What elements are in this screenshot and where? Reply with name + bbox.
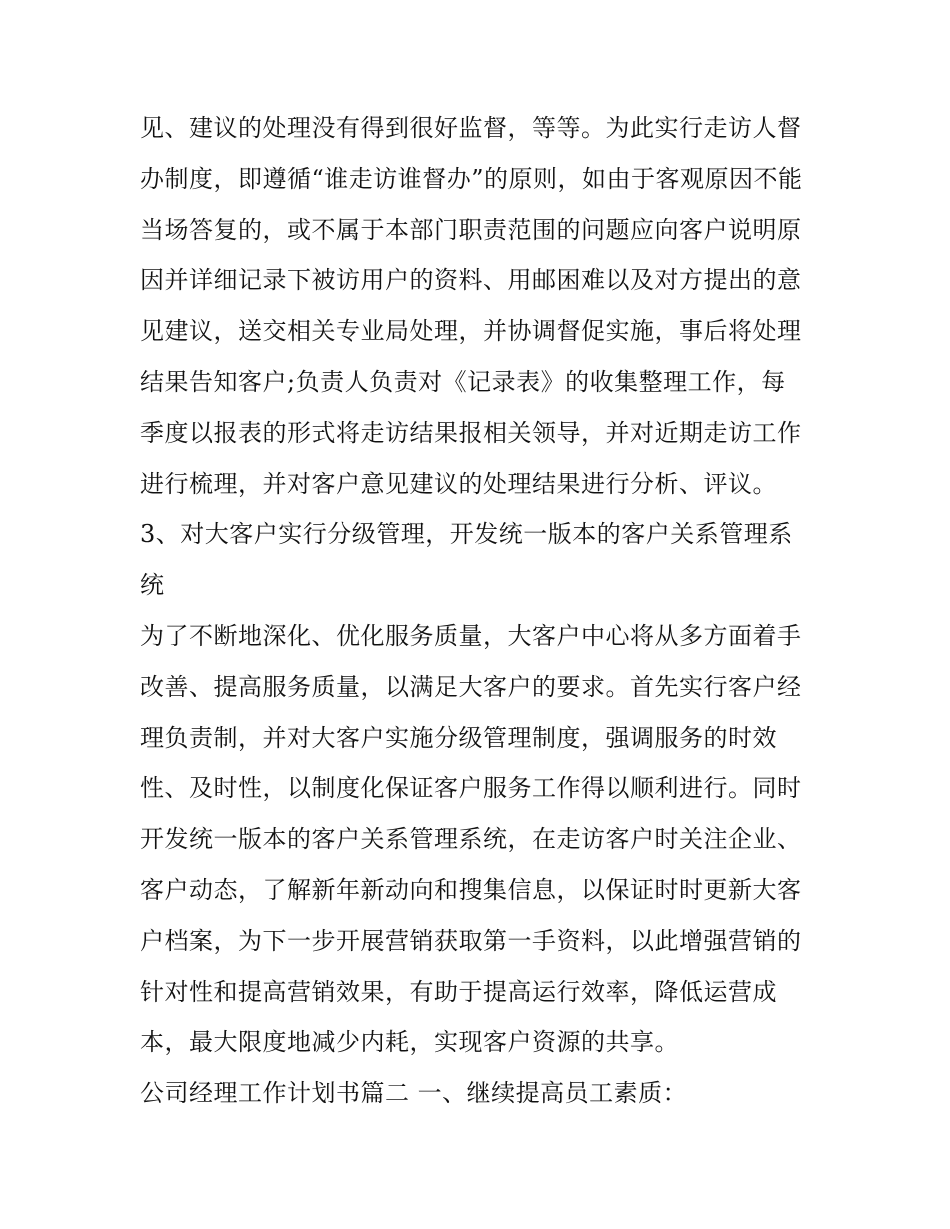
text-line: 进行梳理，并对客户意见建议的处理结果进行分析、评议。	[140, 469, 777, 498]
text-line: 户档案，为下一步开展营销获取第一手资料，以此增强营销的	[140, 926, 802, 955]
text-line: 当场答复的，或不属于本部门职责范围的问题应向客户说明原	[140, 215, 802, 244]
section-heading: 3、对大客户实行分级管理，开发统一版本的客户关系管理系	[140, 520, 793, 549]
text-line: 理负责制，并对大客户实施分级管理制度，强调服务的时效	[140, 723, 777, 752]
text-line: 结果告知客户;负责人负责对《记录表》的收集整理工作，每	[140, 367, 786, 396]
section-heading-continued: 统	[140, 571, 165, 600]
text-line: 开发统一版本的客户关系管理系统，在走访客户时关注企业、	[140, 825, 802, 854]
text-line: 见、建议的处理没有得到很好监督，等等。为此实行走访人督	[140, 114, 802, 142]
chapter-heading: 公司经理工作计划书篇二 一、继续提高员工素质：	[140, 1079, 688, 1108]
text-line: 季度以报表的形式将走访结果报相关领导，并对近期走访工作	[140, 418, 802, 447]
text-line: 客户动态，了解新年新动向和搜集信息，以保证时时更新大客	[140, 875, 802, 904]
body-text	[140, 103, 820, 1119]
text-line: 本，最大限度地减少内耗，实现客户资源的共享。	[140, 1028, 679, 1057]
text-line: 改善、提高服务质量，以满足大客户的要求。首先实行客户经	[140, 672, 802, 701]
text-line: 见建议，送交相关专业局处理，并协调督促实施，事后将处理	[140, 317, 802, 346]
text-line: 办制度，即遵循“谁走访谁督办”的原则，如由于客观原因不能	[140, 164, 803, 193]
text-line: 针对性和提高营销效果，有助于提高运行效率，降低运营成	[140, 977, 777, 1006]
text-line: 为了不断地深化、优化服务质量，大客户中心将从多方面着手	[140, 621, 802, 650]
text-line: 性、及时性，以制度化保证客户服务工作得以顺利进行。同时	[140, 774, 802, 803]
text-line: 因并详细记录下被访用户的资料、用邮困难以及对方提出的意	[140, 266, 802, 295]
